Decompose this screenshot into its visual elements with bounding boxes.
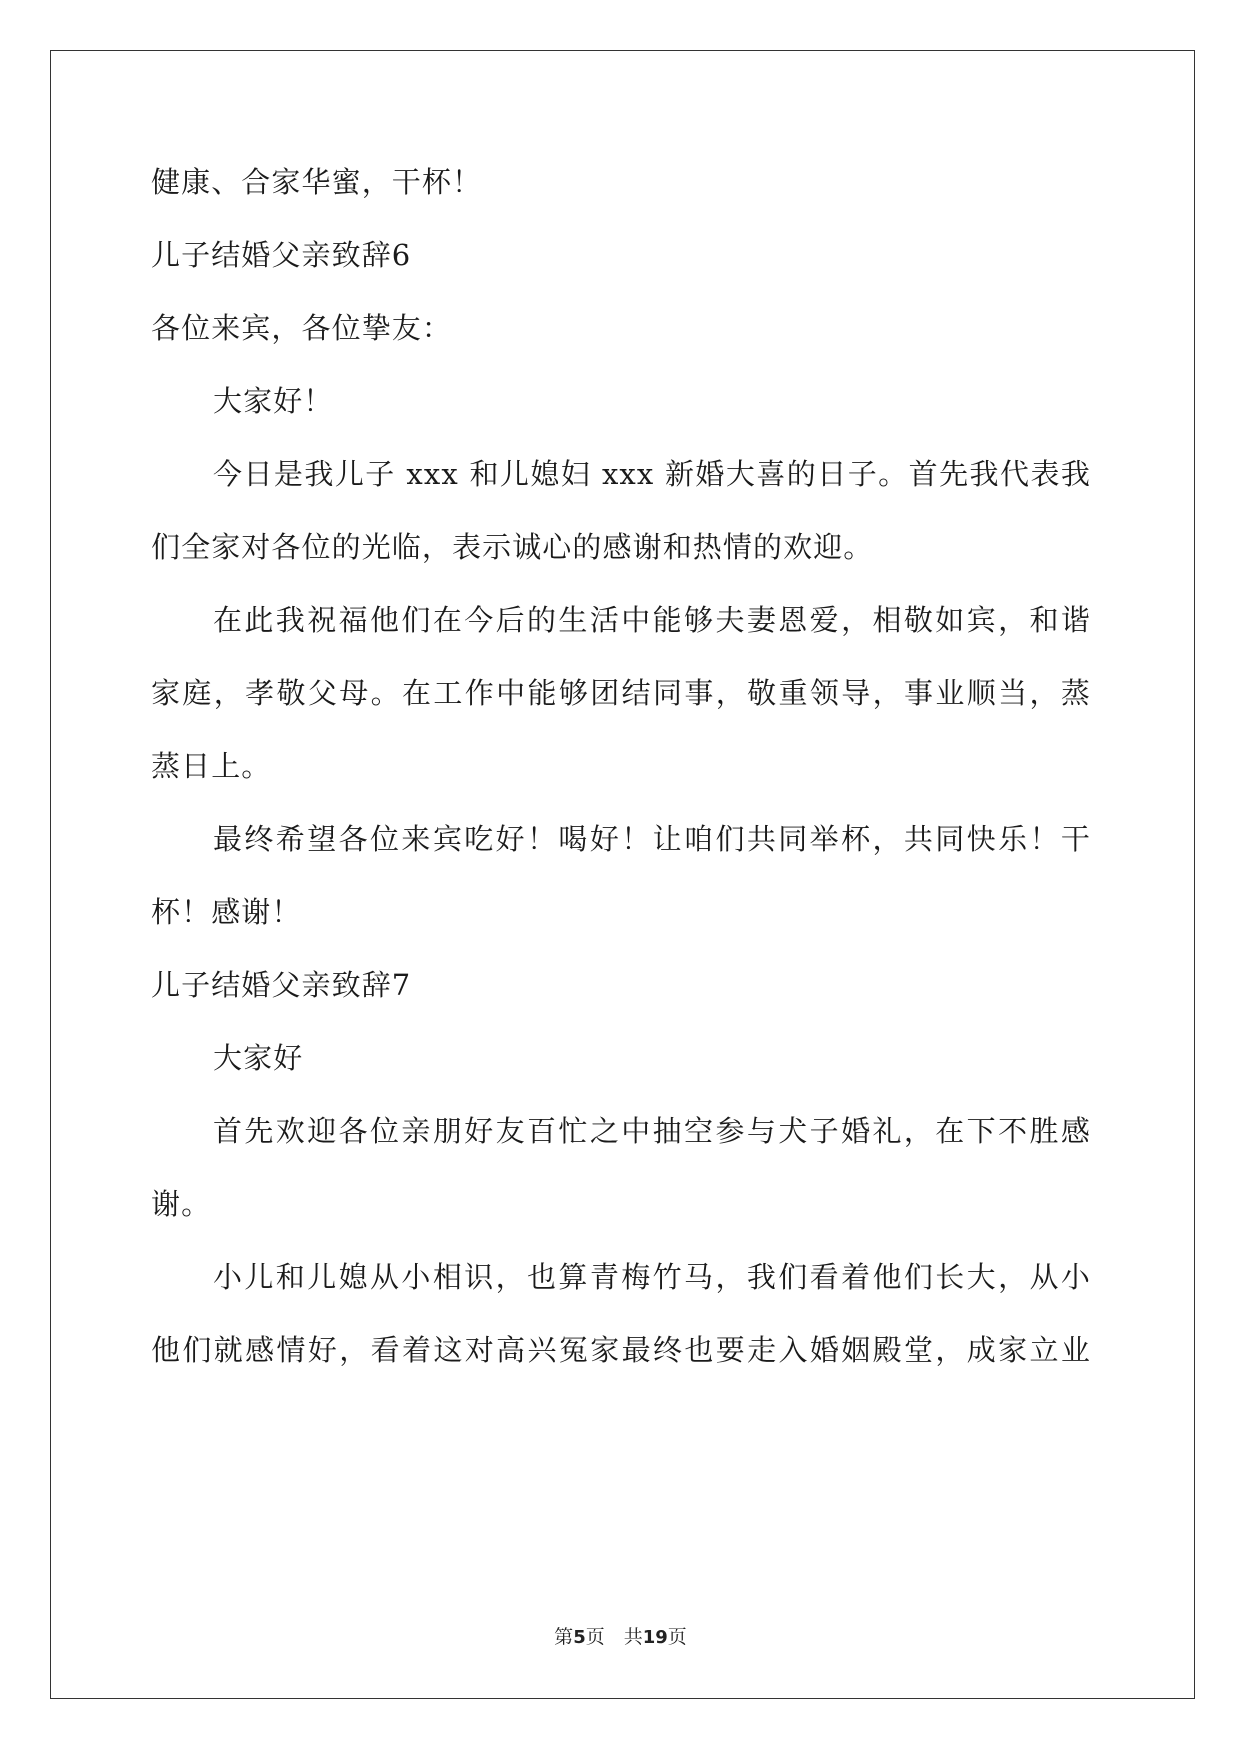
salutation: 各位来宾，各位挚友：: [151, 311, 453, 345]
section-heading: 儿子结婚父亲致辞6: [151, 238, 412, 272]
current-page-number: 5: [573, 1627, 586, 1648]
paragraph-line: 杯！感谢！: [151, 895, 302, 929]
paragraph-line: 小儿和儿媳从小相识，也算青梅竹马，我们看着他们长大，从小: [213, 1260, 1091, 1294]
paragraph-line: 首先欢迎各位亲朋好友百忙之中抽空参与犬子婚礼，在下不胜感: [213, 1114, 1091, 1148]
page-border: [50, 50, 1195, 1699]
paragraph-line: 在此我祝福他们在今后的生活中能够夫妻恩爱，相敬如宾，和谐: [213, 603, 1091, 637]
paragraph-line: 今日是我儿子 xxx 和儿媳妇 xxx 新婚大喜的日子。首先我代表我: [213, 457, 1091, 491]
paragraph-line: 最终希望各位来宾吃好！喝好！让咱们共同举杯，共同快乐！干: [213, 822, 1091, 856]
greeting: 大家好！: [213, 384, 334, 418]
total-page-count: 19: [642, 1627, 668, 1648]
footer-mid: 页 共: [585, 1626, 643, 1648]
paragraph-line: 谢。: [151, 1187, 212, 1221]
greeting: 大家好: [213, 1041, 304, 1075]
paragraph-line: 们全家对各位的光临，表示诚心的感谢和热情的欢迎。: [151, 530, 874, 564]
paragraph-line: 他们就感情好，看着这对高兴冤家最终也要走入婚姻殿堂，成家立业: [151, 1333, 1091, 1367]
footer-suffix: 页: [667, 1626, 687, 1648]
text-line: 健康、合家华蜜，干杯！: [151, 165, 483, 199]
footer-prefix: 第: [554, 1626, 574, 1648]
section-heading: 儿子结婚父亲致辞7: [151, 968, 412, 1002]
paragraph-line: 蒸日上。: [151, 749, 272, 783]
page-footer: [0, 1622, 1241, 1649]
paragraph-line: 家庭，孝敬父母。在工作中能够团结同事，敬重领导，事业顺当，蒸: [151, 676, 1091, 710]
